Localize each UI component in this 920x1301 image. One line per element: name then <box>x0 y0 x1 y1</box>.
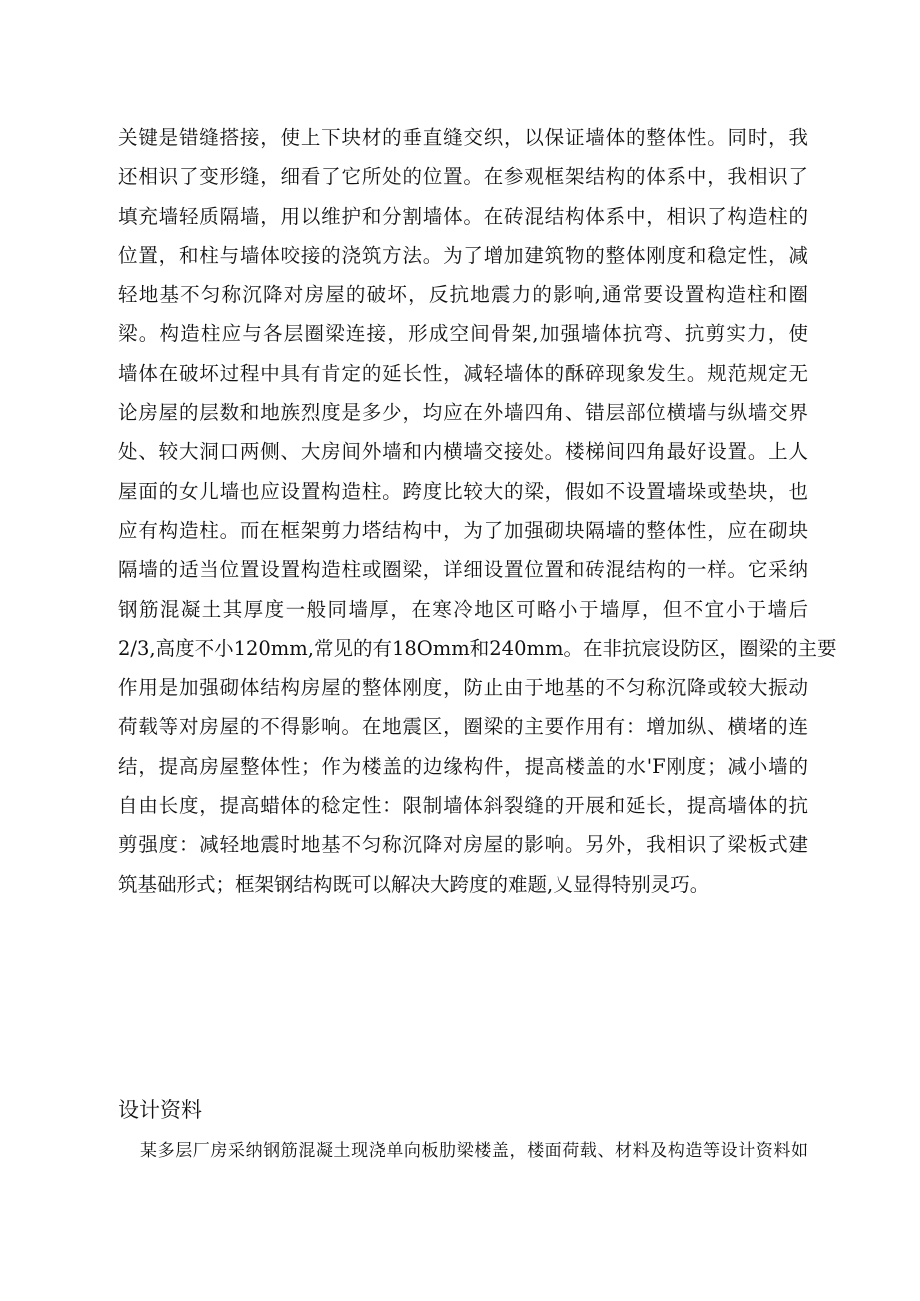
text-line: 屋面的女儿墙也应设置构造柱。跨度比较大的梁，假如不设置墙垛或垫块，也 <box>118 479 808 503</box>
text-line: 作用是加强砌体结构房屋的整体刚度，防止由于地基的不匀称沉降或较大振动 <box>118 676 808 700</box>
text-line: 位置，和柱与墙体咬接的浇筑方法。为了增加建筑物的整体刚度和稳定性，减 <box>118 243 808 267</box>
text-line: 论房屋的层数和地族烈度是多少，均应在外墙四角、错层部位横墙与纵墙交界 <box>118 401 808 425</box>
text-line: 应有构造柱。而在框架剪力塔结构中，为了加强砌块隔墙的整体性，应在砌块 <box>118 518 808 542</box>
text-line: 墙体在破坏过程中具有肯定的延长性，减轻墙体的酥碎现象发生。规范规定无 <box>118 361 808 385</box>
text-line: 结，提高房屋整体性；作为楼盖的边缘构件，提高楼盖的水'F刚度；减小墙的 <box>118 754 808 778</box>
text-line: 2/3,高度不小120mm,常见的有18Omm和240mm。在非抗宸设防区，圈梁的主要 <box>118 636 837 660</box>
section-paragraph: 某多层厂房采纳钢筋混凝土现浇单向板肋梁楼盖，楼面荷载、材料及构造等设计资料如 <box>140 1141 808 1161</box>
text-line: 隔墙的适当位置设置构造柱或圈梁，详细设置位置和砖混结构的一样。它采纳 <box>118 558 808 582</box>
text-line: 轻地基不匀称沉降对房屋的破坏，反抗地震力的影响,通常要设置构造柱和圈 <box>118 283 808 307</box>
text-line: 荷载等对房屋的不得影响。在地震区，圈梁的主要作用有：增加纵、横堵的连 <box>118 715 808 739</box>
text-line: 钢筋混凝土其厚度一般同墙厚，在寒冷地区可略小于墙厚，但不宜小于墙后 <box>118 597 808 621</box>
text-line: 关键是错缝搭接，使上下块材的垂直缝交织，以保证墙体的整体性。同时，我 <box>118 126 808 149</box>
text-line: 还相识了变形缝，细看了它所处的位置。在参观框架结构的体系中，我相识了 <box>118 165 808 189</box>
section-heading: 设计资料 <box>118 1098 202 1122</box>
body-paragraph <box>118 118 837 904</box>
text-line: 自由长度，提高蜡体的稔定性：限制墙体斜裂缝的开展和延长，提高墙体的抗 <box>118 794 808 818</box>
text-line: 筑基础形式；框架钢结构既可以解决大跨度的难题,乂显得特别灵巧。 <box>118 872 710 896</box>
text-line: 处、较大洞口两侧、大房间外墙和内横墙交接处。楼梯间四角最好设置。上人 <box>118 440 808 464</box>
text-line: 梁。构造柱应与各层圈梁连接，形成空间骨架,加强墙体抗弯、抗剪实力，使 <box>118 322 808 346</box>
text-line: 填充墙轻质隔墙，用以维护和分割墙体。在砖混结构体系中，相识了构造柱的 <box>118 204 808 228</box>
text-line: 剪强度：减轻地震时地基不匀称沉降对房屋的影响。另外，我相识了梁板式建 <box>118 833 808 857</box>
